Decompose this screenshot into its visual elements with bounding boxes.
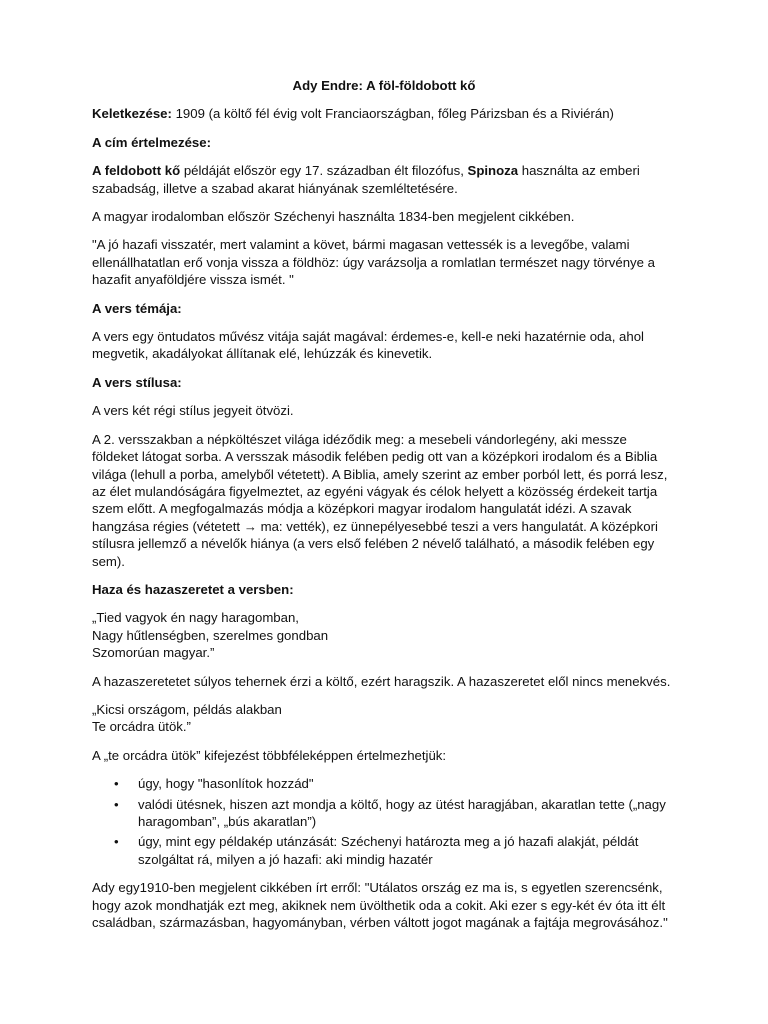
list-item xyxy=(114,796,676,831)
paragraph-style-2: A 2. versszakban a népköltészet világa idéződik meg: a mesebeli vándorlegény, aki messze földeket látogat sorba. A versszak második felében pedig ott van a középkori irodalom és a Biblia világa (lehull a porba, amelyből vétetett). A Biblia, amely szerint az ember porból lett, és porrá lesz, az élet mulandóságára figyelmeztet, az egyéni vágyak és célok helyett a közösség érdekeit tartja szem előtt. A megfogalmazás módja a középkori magyar irodalom hangulatát idézi. A szavak hangzása régies (vétetett → ma: vették), ez ünnepélyesebbé teszi a vers hangulatát. A középkori stílusra jellemző a névelők hiánya (a vers első felében 2 névelő található, a második felében egy sem). xyxy=(92,431,668,569)
paragraph-expression: A „te orcádra ütök” kifejezést többféleképpen értelmezhetjük: xyxy=(92,747,447,763)
verse-1-line: Szomorúan magyar.” xyxy=(92,645,215,661)
heading-theme: A vers témája: xyxy=(92,300,182,316)
list-item xyxy=(114,775,676,792)
heading-style: A vers stílusa: xyxy=(92,374,182,390)
list-item xyxy=(114,833,676,868)
bullet-icon: • xyxy=(114,776,119,792)
bullet-icon: • xyxy=(114,834,119,850)
verse-2 xyxy=(92,701,676,736)
interpretation-list xyxy=(92,775,676,868)
heading-homeland: Haza és hazaszeretet a versben: xyxy=(92,581,294,597)
verse-1-line: Nagy hűtlenségben, szerelmes gondban xyxy=(92,627,329,643)
origin-label: Keletkezése: xyxy=(92,106,172,122)
origin-text: 1909 (a költő fél évig volt Franciaországban, főleg Párizsban és a Riviérán) xyxy=(171,106,614,122)
feldobott-text-2: használta az emberi szabadság, illetve a szabad akarat hiányának szemléltetésére. xyxy=(92,163,640,196)
paragraph-szechenyi: A magyar irodalomban először Széchenyi használta 1834-ben megjelent cikkében. xyxy=(92,209,575,225)
verse-1-line: „Tied vagyok én nagy haragomban, xyxy=(92,610,299,626)
list-item-text: úgy, mint egy példakép utánzását: Széchenyi határozta meg a jó hazafi alakját, példát szolgáltat rá, milyen a jó hazafi: aki mindig hazatér xyxy=(138,834,639,867)
heading-title-meaning: A cím értelmezése: xyxy=(92,134,211,150)
list-item-text: valódi ütésnek, hiszen azt mondja a költő, hogy az ütést haragjában, akaratlan tette („nagy haragomban”, „bús akaratlan”) xyxy=(138,796,666,829)
paragraph-ady-1910: Ady egy1910-ben megjelent cikkében írt erről: "Utálatos ország ez ma is, s egyetlen szerencsénk, hogy azok mondhatják ezt meg, akiknek nem üvölthetik oda a cokit. Aki ezer s egy-két év óta itt élt családban, származásban, hagyományban, vérben váltott jogot magának a fajtája megrovásához." xyxy=(92,880,668,931)
paragraph-feldobott xyxy=(92,162,676,197)
feldobott-term: A feldobott kő xyxy=(92,163,181,179)
document-title: Ady Endre: A föl-földobott kő xyxy=(292,78,476,93)
verse-2-line: „Kicsi országom, példás alakban xyxy=(92,701,282,717)
paragraph-burden: A hazaszeretetet súlyos tehernek érzi a költő, ezért haragszik. A hazaszeretet elől nincs menekvés. xyxy=(92,673,671,689)
paragraph-theme: A vers egy öntudatos művész vitája saját magával: érdemes-e, kell-e neki hazatérnie oda, ahol megvetik, akadályokat állítanak elé, lehúzzák és kinevetik. xyxy=(92,329,644,362)
verse-2-line: Te orcádra ütök.” xyxy=(92,719,191,735)
verse-1 xyxy=(92,609,676,661)
quote-szechenyi: "A jó hazafi visszatér, mert valamint a követ, bármi magasan vettessék is a levegőbe, valami ellenállhatatlan erő vonja vissza a földhöz: úgy varázsolja a romlatlan természet nagy törvénye a hazafit anyaföldjére vissza ismét. " xyxy=(92,237,655,288)
list-item-text: úgy, hogy "hasonlítok hozzád" xyxy=(138,776,314,792)
feldobott-text-1: példáját először egy 17. században élt filozófus, xyxy=(180,163,468,179)
paragraph-style-1: A vers két régi stílus jegyeit ötvözi. xyxy=(92,403,294,419)
spinoza-term: Spinoza xyxy=(467,163,519,179)
origin-paragraph xyxy=(92,105,676,122)
bullet-icon: • xyxy=(114,796,119,812)
